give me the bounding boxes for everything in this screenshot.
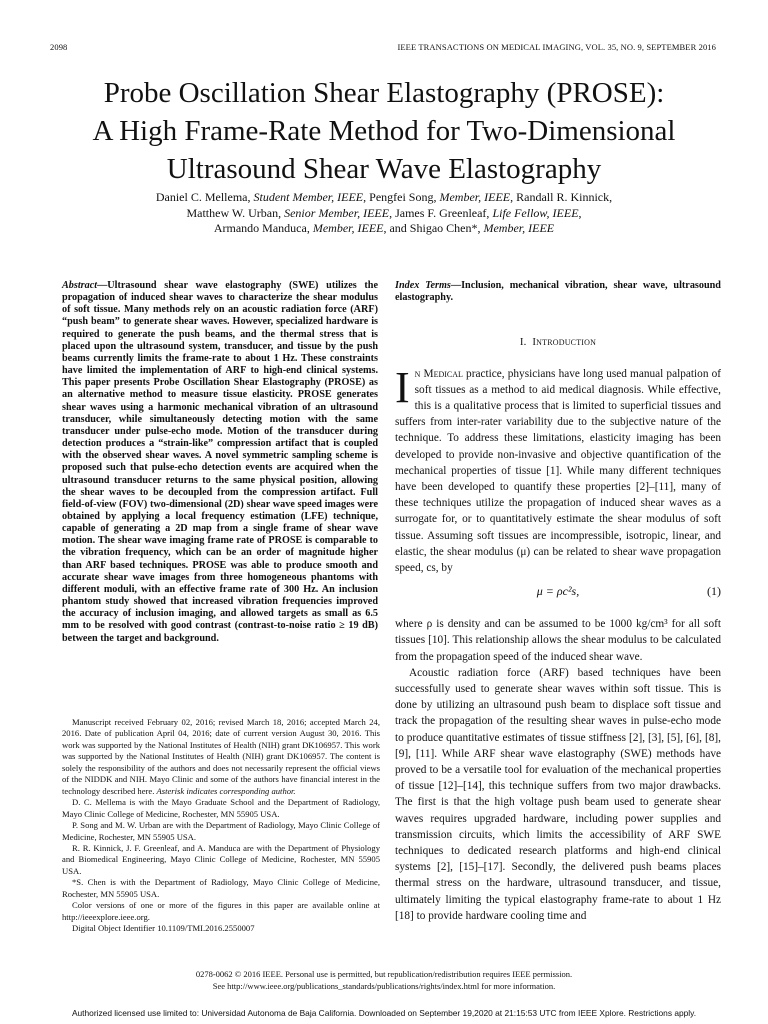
- footnote-asterisk: Asterisk indicates corresponding author.: [156, 785, 296, 796]
- author-line-1: [40, 190, 728, 206]
- author-list: [40, 190, 728, 237]
- author-role: Student Member, IEEE: [253, 190, 364, 204]
- right-column: [395, 280, 721, 924]
- author-role: Member, IEEE: [439, 190, 511, 204]
- intro-paragraph-3: Acoustic radiation force (ARF) based techniques have been successfully used to generate shear waves within soft tissue. This is done by utilizing an ultrasound push beam to displace soft tissue and track the propagation of the resulting shear waves in pulse-echo mode to produce quantitative estimates of tissue stiffness [2], [3], [5], [6], [8], [9], [11]. While ARF shear wave elastography (SWE) methods have proved to be a versatile tool for evaluation of the mechanical properties of tissue [12]–[14], this technique suffers from two major drawbacks. The first is that the high voltage push beam used to generate shear waves requires upgraded hardware, including power supplies and transmission circuits, which limits the accessibility of ARF SWE techniques to dedicated research platforms and high-end clinical systems [2], [15]–[17]. Secondly, the delivered push beams places thermal stress on the hardware, ultrasound transducer, and tissue, ultimately limiting the typical elastography frame-rate to about 1 Hz [18] to provide hardware cooling time and: [395, 666, 721, 922]
- index-terms: [395, 280, 721, 305]
- index-terms-lead: Index Terms: [395, 280, 451, 291]
- footnote-affiliation: P. Song and M. W. Urban are with the Department of Radiology, Mayo Clinic College of Medicine, Rochester, MN 55905 USA.: [62, 820, 380, 842]
- footnotes: [62, 717, 380, 935]
- abstract-lead: Abstract: [62, 280, 98, 291]
- footnote-doi: Digital Object Identifier 10.1109/TMI.2016.2550007: [72, 923, 255, 934]
- title-line-2: A High Frame-Rate Method for Two-Dimensional: [92, 115, 676, 147]
- left-column: [62, 280, 378, 645]
- index-terms-text: —Inclusion, mechanical vibration, shear wave, ultrasound elastography.: [395, 280, 721, 304]
- footnote-affiliation: *S. Chen is with the Department of Radiology, Mayo Clinic College of Medicine, Rochester, MN 55905 USA.: [62, 877, 380, 899]
- author-name: , Randall R. Kinnick,: [510, 190, 613, 204]
- author-role: Senior Member, IEEE: [284, 205, 390, 220]
- copyright-line: 0278-0062 © 2016 IEEE. Personal use is permitted, but republication/redistribution requires IEEE permission.: [195, 969, 573, 979]
- intro-text: practice, physicians have long used manual palpation of soft tissues as a method to aid medical diagnosis. While effective, this is a qualitative process that is limited to superficial tissues and suffers from inter-rater variability due to the subjective nature of the technique. To address these limitations, elasticity imaging has been developed to provide non-invasive and objective quantification of the mechanical properties of tissue [1]. While many different techniques have been developed to quantify these properties [2]–[11], many of these techniques utilize the propagation of induced shear waves as a surrogate for, or to quantitatively estimate the shear modulus of soft tissue. Assuming soft tissues are incompressible, isotropic, linear, and elastic, the shear modulus (μ) can be related to shear wave propagation speed, cs, by: [395, 367, 721, 575]
- author-name: , and Shigao Chen*,: [383, 221, 484, 235]
- section-title: Introduction: [532, 335, 597, 348]
- author-name: Daniel C. Mellema,: [155, 190, 254, 204]
- author-name: Matthew W. Urban,: [186, 205, 285, 220]
- author-role: Member, IEEE: [312, 221, 384, 235]
- footnote-color: Color versions of one or more of the figures in this paper are available online at http://ieeexplore.ieee.org.: [62, 900, 380, 922]
- intro-paragraph-1: [395, 362, 721, 577]
- author-line-3: [40, 221, 728, 237]
- footnote-manuscript: [62, 717, 380, 797]
- author-name: , James F. Greenleaf,: [389, 205, 493, 220]
- author-name: Armando Manduca,: [213, 221, 313, 235]
- author-line-2: [40, 206, 728, 222]
- journal-header: IEEE TRANSACTIONS ON MEDICAL IMAGING, VOL. 35, NO. 9, SEPTEMBER 2016: [397, 42, 716, 52]
- footnote-text: Manuscript received February 02, 2016; revised March 18, 2016; accepted March 24, 2016. Date of publication April 04, 2016; date of current version August 30, 2016. This work was supported by the National Institutes of Health (NIH) grant DK106957. This work was supported by the National Institutes of Health (NIH) grant DK106957. The content is solely the responsibility of the authors and does not necessarily represent the official views of the NIDDK and NIH. Mayo Clinic and some of the authors have financial interest in the technology described here.: [62, 717, 380, 796]
- title-line-1: Probe Oscillation Shear Elastography (PROSE):: [103, 77, 665, 109]
- intro-paragraph-2: where ρ is density and can be assumed to be 1000 kg/cm³ for all soft tissues [10]. This relationship allows the shear modulus to be calculated from the propagation speed of the induced shear wave.: [395, 618, 721, 663]
- equation-number: (1): [707, 584, 721, 599]
- dropcap: I: [395, 362, 410, 412]
- rights-line: See http://www.ieee.org/publications_standards/publications/rights/index.html for more information.: [212, 981, 556, 991]
- footnote-affiliation: R. R. Kinnick, J. F. Greenleaf, and A. Manduca are with the Department of Physiology and Biomedical Engineering, Mayo Clinic College of Medicine, Rochester, MN 55905 USA.: [62, 842, 380, 876]
- copyright-footer: [40, 968, 728, 992]
- abstract: [62, 280, 378, 645]
- license-notice: Authorized licensed use limited to: Universidad Autonoma de Baja California. Downloaded on September 19,2020 at 21:15:53 UTC from IEEE Xplore. Restrictions apply.: [71, 1008, 697, 1018]
- equation-expression: μ = ρc²s,: [536, 584, 580, 599]
- author-name: , Pengfei Song,: [363, 190, 440, 204]
- author-name: ,: [578, 205, 582, 220]
- intro-first-word: n Medical: [414, 367, 463, 380]
- footnote-affiliation: D. C. Mellema is with the Mayo Graduate School and the Department of Radiology, Mayo Clinic College of Medicine, Rochester, MN 55905 USA.: [62, 797, 380, 819]
- section-number: I.: [519, 335, 527, 348]
- paper-title: [40, 74, 728, 188]
- title-line-3: Ultrasound Shear Wave Elastography: [166, 153, 602, 185]
- page-number: 2098: [50, 42, 68, 52]
- section-heading: [395, 336, 721, 348]
- equation-1: [395, 584, 721, 606]
- author-role: Member, IEEE: [483, 221, 555, 235]
- abstract-text: —Ultrasound shear wave elastography (SWE) utilizes the propagation of induced shear waves to characterize the shear modulus of soft tissue. Many methods rely on an acoustic radiation force (ARF) “push beam” to generate shear waves. However, specialized hardware is required to generate the push beams, and the thermal stress that is placed upon the ultrasound system, transducer, and tissue by the push beams currently limits the frame-rate to about 1 Hz. These constraints have limited the implementation of ARF to high-end clinical systems. This paper presents Probe Oscillation Shear Elastography (PROSE) as an alternative method to measure tissue elasticity. PROSE generates shear waves using a harmonic mechanical vibration of an ultrasound transducer, while simultaneously detecting motion with the same transducer under pulse-echo mode. Motion of the transducer during detection produces a “strain-like” compression artifact that is coupled with the observed shear waves. A novel symmetric sampling scheme is proposed such that pulse-echo detection events are acquired when the ultrasound transducer returns to the same physical position, allowing the shear waves to be decoupled from the compression artifact. Full field-of-view (FOV) two-dimensional (2D) shear wave speed images were obtained by applying a local frequency estimation (LFE) technique, capable of generating a 2D map from a single frame of shear wave motion. The shear wave imaging frame rate of PROSE is comparable to the vibration frequency, which can be an order of magnitude higher than ARF based techniques. PROSE was able to produce smooth and accurate shear wave images from three homogeneous phantoms with different moduli, with an effective frame rate of 300 Hz. An inclusion phantom study showed that increased vibration frequencies improved the accuracy of inclusion imaging, and allowed targets as small as 6.5 mm to be resolved with good contrast (contrast-to-noise ratio ≥ 19 dB) between the target and background.: [62, 280, 378, 644]
- author-role: Life Fellow, IEEE: [492, 205, 579, 220]
